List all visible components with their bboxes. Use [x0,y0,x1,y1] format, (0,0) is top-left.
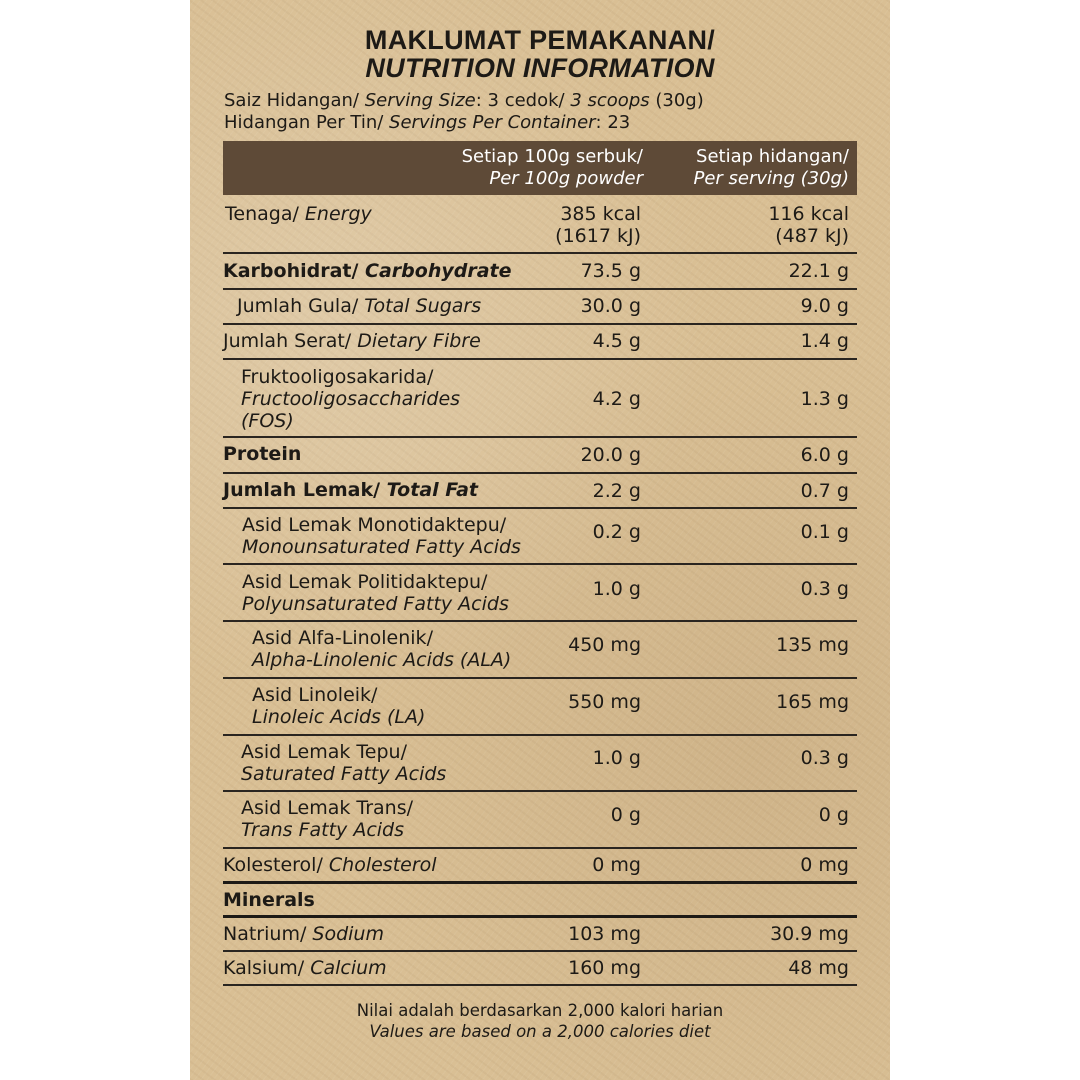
label-malay: Kalsium/ [223,957,311,979]
header-per-serving-malay: Setiap hidangan/ [696,146,849,167]
value-per-100g: 0 g [610,804,641,826]
value-per-serving: 135 mg [776,634,849,656]
label-english: Linoleic Acids (LA) [252,706,426,728]
label-english: Sodium [312,923,384,945]
value-per-serving: 0 mg [800,854,849,876]
footnote [190,1000,890,1042]
row-label [241,366,460,432]
serving-size-value: : 3 cedok/ [475,90,571,111]
row-label [241,797,413,841]
label-malay: Kolesterol/ [223,854,329,876]
footnote-malay: Nilai adalah berdasarkan 2,000 kalori harian [356,1001,724,1020]
row-label: Protein [223,443,302,465]
label-malay: Tenaga/ [225,203,305,225]
label-malay: Jumlah Gula/ [237,295,365,317]
label-malay: Asid Lemak Tepu/ [241,741,407,763]
header-per-serving-english: Per serving (30g) [693,168,849,189]
value-per-100g: 30.0 g [580,295,641,317]
row-trans-fat [223,792,857,849]
row-label [223,479,478,501]
value-per-serving: 22.1 g [788,260,849,282]
header-per-100g-malay: Setiap 100g serbuk/ [461,146,643,167]
title-malay: MAKLUMAT PEMAKANAN/ [364,25,716,55]
servings-label: Hidangan Per Tin/ [224,112,390,133]
row-label [237,295,481,317]
footnote-english: Values are based on a 2,000 calories diet [369,1022,711,1041]
value-per-100g: 550 mg [568,691,641,713]
label-english: Energy [304,203,372,225]
row-polyunsaturated [223,565,857,622]
label-english: Total Sugars [364,295,482,317]
value-per-serving: 0.3 g [800,578,849,600]
label-english: Saturated Fatty Acids [241,763,447,785]
row-label [252,684,425,728]
energy-kcal-serving: 116 kcal [768,203,849,225]
row-cholesterol [223,849,857,884]
header-per-serving [694,146,850,190]
row-sodium [223,918,857,952]
label-malay: Asid Linoleik/ [252,684,378,706]
serving-size-label: Saiz Hidangan/ [224,90,365,111]
row-dietary-fibre [223,325,857,360]
value-per-serving: 0.1 g [800,521,849,543]
value-per-100g: 1.0 g [592,578,641,600]
label-english: Alpha-Linolenic Acids (ALA) [252,649,512,671]
minerals-heading: Minerals [223,889,315,911]
value-per-100g: 0 mg [592,854,641,876]
value-per-serving: 48 mg [788,957,849,979]
energy-kcal-100g: 385 kcal [560,203,641,225]
row-carbohydrate [223,254,857,290]
serving-size [224,90,704,112]
value-per-serving: 30.9 mg [770,923,849,945]
label-malay: Karbohidrat/ [223,260,366,282]
row-label [241,741,446,785]
table-header [223,141,857,195]
row-total-fat [223,474,857,509]
row-label [223,957,387,979]
label-english: Dietary Fibre [357,330,481,352]
label-malay: Asid Alfa-Linolenik/ [252,627,433,649]
title-english: NUTRITION INFORMATION [365,53,715,83]
value-per-serving: 0.7 g [800,480,849,502]
row-label [225,203,372,225]
row-total-sugars [223,290,857,325]
label-malay: Natrium/ [223,923,313,945]
label-english: Polyunsaturated Fatty Acids [242,593,509,615]
row-label [223,260,512,282]
header-per-100g-english: Per 100g powder [489,168,643,189]
servings-label-en: Servings Per Container [389,112,596,133]
serving-size-weight: (30g) [649,90,704,111]
row-minerals-heading [223,884,857,918]
value-per-100g: 0.2 g [592,521,641,543]
value-per-serving: 0.3 g [800,747,849,769]
row-la [223,679,857,736]
value-per-serving: 9.0 g [800,295,849,317]
label-english: Cholesterol [328,854,437,876]
value-per-100g: 4.5 g [592,330,641,352]
label-english: Trans Fatty Acids [241,819,405,841]
label-malay: Asid Lemak Monotidaktepu/ [242,514,507,536]
row-label [223,330,481,352]
energy-kj-100g: (1617 kJ) [555,225,641,247]
row-saturated [223,736,857,792]
label-malay: Asid Lemak Politidaktepu/ [242,571,488,593]
value-per-serving: 0 g [818,804,849,826]
row-fos [223,360,857,438]
serving-size-label-en: Serving Size [364,90,476,111]
energy-kj-serving: (487 kJ) [775,225,849,247]
row-label [242,514,521,558]
label-malay: Jumlah Serat/ [223,330,358,352]
value-per-100g: 20.0 g [580,444,641,466]
value-per-100g: 450 mg [568,634,641,656]
header-per-100g [462,146,643,190]
value-per-serving: 1.4 g [800,330,849,352]
label-english: Monounsaturated Fatty Acids [242,536,521,558]
serving-size-value-en: 3 scoops [570,90,650,111]
value-per-100g [555,203,641,247]
label-english: Fructooligosaccharides [241,388,461,410]
row-calcium [223,952,857,986]
row-label [242,571,509,615]
value-per-serving: 165 mg [776,691,849,713]
row-label [223,923,384,945]
label-malay: Fruktooligosakarida/ [241,366,434,388]
row-label [252,627,511,671]
servings-value: : 23 [595,112,631,133]
row-ala [223,622,857,679]
row-protein [223,438,857,474]
servings-per-container [224,112,630,134]
row-label [223,854,437,876]
label-malay: Jumlah Lemak/ [223,479,387,501]
value-per-serving [768,203,849,247]
value-per-100g: 160 mg [568,957,641,979]
value-per-serving: 6.0 g [800,444,849,466]
row-monounsaturated [223,509,857,565]
nutrition-panel [190,0,890,1080]
value-per-100g: 4.2 g [592,388,641,410]
value-per-100g: 103 mg [568,923,641,945]
value-per-100g: 1.0 g [592,747,641,769]
label-english: Carbohydrate [365,260,512,282]
label-malay: Asid Lemak Trans/ [241,797,414,819]
value-per-serving: 1.3 g [800,388,849,410]
row-energy [223,200,857,254]
value-per-100g: 2.2 g [592,480,641,502]
label-english: Total Fat [386,479,478,501]
label-english: Calcium [310,957,387,979]
value-per-100g: 73.5 g [580,260,641,282]
label-english-abbr: (FOS) [241,410,294,432]
